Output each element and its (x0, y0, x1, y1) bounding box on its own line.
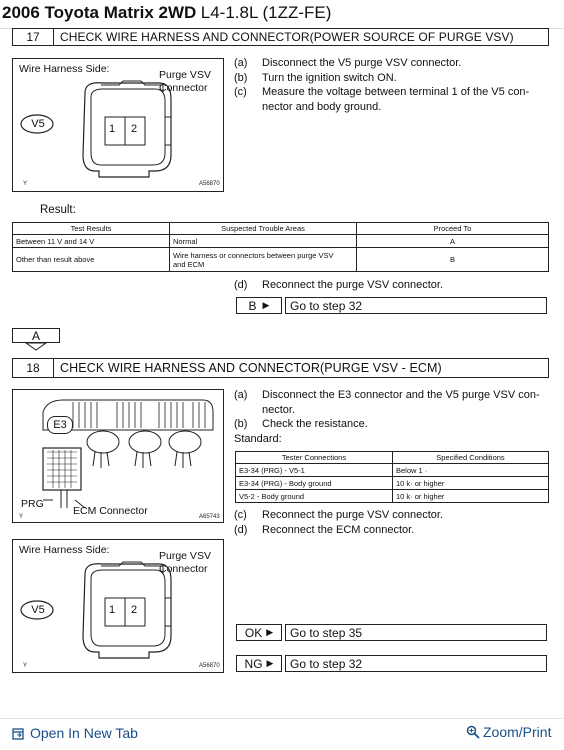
cell-line1: Wire harness or connectors between purge VSV (173, 250, 334, 260)
step-number: 17 (13, 29, 54, 45)
code-text: OK (244, 625, 263, 640)
terminal-label-v5: V5 (31, 118, 45, 130)
step-17-reconnect (234, 278, 443, 293)
result-label: Result: (40, 204, 76, 216)
standard-table (235, 451, 549, 503)
table-cell (170, 248, 357, 272)
go-b (236, 297, 547, 314)
result-table (12, 222, 549, 272)
cell-line2: and ECM (173, 259, 205, 269)
table-header: Specified Conditions (393, 452, 549, 464)
connector-label-line1: Purge VSV (159, 69, 211, 81)
arrow-right-icon: ▶ (266, 627, 274, 637)
table-cell: E3-34 (PRG) - V5-1 (236, 464, 393, 477)
step-17-header (12, 28, 549, 46)
step-title: CHECK WIRE HARNESS AND CONNECTOR(PURGE VSV - ECM) (60, 361, 442, 375)
table-header: Suspected Trouble Areas (170, 223, 357, 235)
table-cell: A (357, 235, 549, 248)
instr-text: Disconnect the V5 purge VSV connector. (262, 57, 462, 69)
result-code-ng (236, 655, 282, 672)
step-18-header (12, 358, 549, 378)
figure-side-label: Wire Harness Side: (19, 63, 110, 75)
engine-spec: L4-1.8L (1ZZ-FE) (200, 3, 332, 22)
standard-label: Standard: (234, 432, 282, 445)
connector-label-line2: Connector (159, 82, 208, 94)
figure-code: A56870 (199, 181, 220, 187)
table-cell: 10 k· or higher (393, 490, 549, 503)
connector-label-line1: Purge VSV (159, 550, 211, 562)
code-text: NG (244, 656, 263, 671)
pin-1: 1 (109, 604, 116, 616)
table-cell: 10 k· or higher (393, 477, 549, 490)
instr-text: nector and body ground. (262, 100, 382, 113)
instr-label (234, 100, 262, 115)
table-row (236, 464, 549, 477)
table-cell: V5-2 - Body ground (236, 490, 393, 503)
vehicle-name: 2006 Toyota Matrix 2WD (2, 3, 197, 22)
instr-text: Reconnect the ECM connector. (262, 523, 415, 536)
instr-text: Check the resistance. (262, 418, 368, 430)
table-cell: Other than result above (13, 248, 170, 272)
instr-label: (a) (234, 57, 248, 69)
zoom-print-label: Zoom/Print (483, 724, 552, 740)
table-header: Test Results (13, 223, 170, 235)
arrow-right-icon: ▶ (266, 658, 274, 668)
code-a-box: A (12, 328, 60, 343)
instr-label: (d) (234, 279, 248, 291)
instr-label: (d) (234, 523, 248, 536)
figure-code: A56870 (199, 663, 220, 669)
figure-code: A65743 (199, 514, 220, 520)
table-header: Proceed To (357, 223, 549, 235)
table-cell: Between 11 V and 14 V (13, 235, 170, 248)
step-number: 18 (13, 359, 54, 377)
zoom-icon (466, 725, 480, 739)
table-cell: Below 1 · (393, 464, 549, 477)
go-ng (236, 655, 547, 672)
open-in-new-tab-icon (12, 727, 25, 740)
table-cell: Normal (170, 235, 357, 248)
figure-corner: Y (19, 514, 24, 520)
instr-label: (b) (234, 418, 248, 430)
ecm-connector-drawing (13, 390, 223, 522)
step-18-instructions-2 (234, 508, 554, 537)
bottom-toolbar (0, 718, 564, 750)
ecm-connector-figure (12, 389, 224, 523)
result-code-b (236, 297, 282, 314)
instr-text: Turn the ignition switch ON. (262, 71, 397, 84)
table-cell: E3-34 (PRG) - Body ground (236, 477, 393, 490)
instr-text: Disconnect the E3 connector and the V5 purge VSV con- (262, 389, 540, 401)
go-to-step-link[interactable]: Go to step 32 (285, 297, 547, 314)
result-code-ok (236, 624, 282, 641)
pin-2: 2 (131, 604, 138, 616)
open-in-new-tab-link[interactable] (12, 725, 138, 741)
prg-label: PRG (21, 498, 44, 510)
figure-corner: Y (23, 663, 28, 669)
instr-text: Reconnect the purge VSV connector. (262, 509, 444, 521)
instr-text: nector. (262, 403, 296, 416)
go-to-step-link[interactable]: Go to step 32 (285, 655, 547, 672)
pin-1: 1 (109, 123, 116, 135)
wire-harness-figure-2 (12, 539, 224, 673)
step-18-instructions (234, 388, 554, 446)
instr-label: (a) (234, 389, 248, 401)
connector-tag-e3: E3 (47, 416, 73, 434)
instr-label: (c) (234, 509, 247, 521)
table-cell: B (357, 248, 549, 272)
ecm-connector-label: ECM Connector (73, 505, 148, 517)
table-row (236, 477, 549, 490)
terminal-label-v5: V5 (31, 604, 45, 616)
figure-corner: Y (23, 181, 28, 187)
table-row (13, 235, 549, 248)
open-in-new-tab-label: Open In New Tab (30, 725, 138, 741)
zoom-print-link[interactable] (466, 724, 551, 740)
wire-harness-figure (12, 58, 224, 192)
step-title: CHECK WIRE HARNESS AND CONNECTOR(POWER SOURCE OF PURGE VSV) (60, 30, 514, 44)
instr-text: Measure the voltage between terminal 1 of the V5 con- (262, 86, 530, 98)
down-arrow-icon (12, 343, 60, 351)
pin-2: 2 (131, 123, 138, 135)
go-ok (236, 624, 547, 641)
result-code-a (12, 328, 60, 351)
connector-label-line2: Connector (159, 563, 208, 575)
go-to-step-link[interactable]: Go to step 35 (285, 624, 547, 641)
arrow-right-icon: ▶ (262, 300, 270, 310)
instr-text: Reconnect the purge VSV connector. (262, 279, 444, 291)
table-header: Tester Connections (236, 452, 393, 464)
step-17-instructions (234, 56, 554, 114)
table-row (13, 248, 549, 272)
instr-label: (c) (234, 86, 247, 98)
code-text: B (248, 298, 257, 313)
table-row (236, 490, 549, 503)
title-bar (0, 0, 564, 29)
page-title (2, 3, 331, 23)
instr-label: (b) (234, 71, 248, 84)
figure-side-label: Wire Harness Side: (19, 544, 110, 556)
instr-label (234, 403, 262, 418)
